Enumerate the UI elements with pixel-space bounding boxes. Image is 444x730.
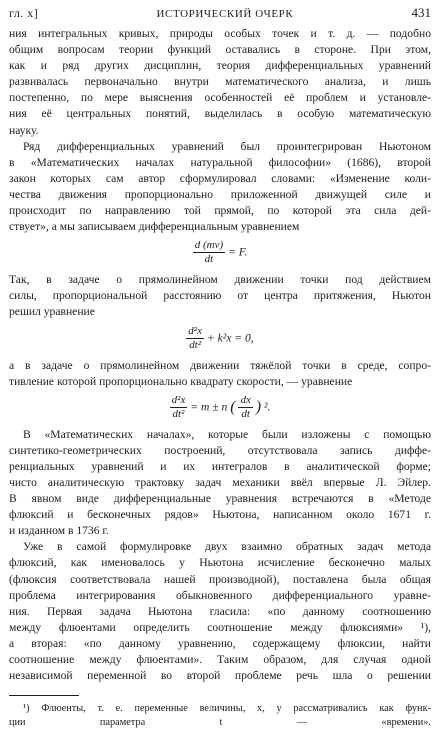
text-line: как и ряд других дисциплин, теория дифференциальных уравнений <box>9 59 431 73</box>
text-line: соотношение между флюентами». Таким образом, для случая одной <box>9 653 431 666</box>
text-line: развивалась первоначально внутри математического анализа, и лишь <box>9 75 431 89</box>
fraction-denominator: dt² <box>189 338 202 351</box>
page-number: 431 <box>411 5 431 20</box>
text-line: ния её центральных понятий, выделилась в особую математическую <box>9 107 431 121</box>
formula-tail: = F. <box>228 245 248 259</box>
text-line: решил уравнение <box>9 305 95 319</box>
text-line: Уже в самой формулировке двух взаимно обратных задач метода <box>23 540 431 554</box>
paragraph-5 <box>9 427 431 540</box>
text-line: силы, пропорциональной расстоянию от центра притяжения, Ньютон <box>9 289 431 303</box>
fraction <box>170 394 188 421</box>
fraction-denominator: dt <box>204 253 214 266</box>
text-line: чисто аналитическую трактовку задач механики ввёл впервые Л. Эйлер. <box>9 475 431 489</box>
footnote-line: ¹) Флюенты, т. е. переменные величины, x, y рассматривались как функ- <box>23 703 431 715</box>
footnote-line: ции параметра t — «времени». <box>9 717 431 729</box>
text-line: ренциальных уравнений и их интегралов в аналитической форме; <box>9 459 431 473</box>
text-line: ствует», а мы записываем дифференциальным уравнением <box>9 220 300 234</box>
formula-newton-second-law <box>9 239 431 266</box>
text-line: Так, в задаче о прямолинейном движении точки под действием <box>9 273 431 287</box>
right-paren: ) <box>255 398 262 416</box>
fraction-numerator: d (mv) <box>194 239 224 252</box>
text-line: общим вопросам теории функций оставались в стороне. При этом, <box>9 43 431 57</box>
fraction-denominator: dt <box>241 407 250 420</box>
paragraph-2 <box>9 139 431 236</box>
running-title: ИСТОРИЧЕСКИЙ ОЧЕРК <box>156 8 294 20</box>
text-line: а вторая: «по данному уравнению, содержащему флюксии, найти <box>9 636 431 650</box>
text-line: независимой переменной во второй проблеме речь шла о решении <box>9 669 431 683</box>
footnote <box>9 702 431 730</box>
paragraph-1 <box>9 26 431 139</box>
formula-tail: + k²x = 0, <box>206 330 254 344</box>
text-line: синтетико-геометрических построений, отсутствовала запись диффе- <box>9 443 431 457</box>
text-line: и изданном в 1736 г. <box>9 524 109 538</box>
text-line: (флюксия соответствовала нашей производной), поставлена была общая <box>9 572 431 586</box>
text-line: происходит по направлению той прямой, по которой эта сила дей- <box>9 204 431 218</box>
formula-resisting-medium <box>9 394 431 421</box>
formula-middle: = m ± n <box>190 400 228 414</box>
text-line: закон которых сам автор сформулировал словами: «Изменение коли- <box>9 171 431 185</box>
text-line: ния интегральных кривых, природы особых точек и т. д. — подобно <box>9 27 431 40</box>
text-line: а в задаче о прямолинейном движении тяжёлой точки в среде, сопро- <box>9 358 431 372</box>
fraction-denominator: dt² <box>172 407 185 420</box>
fraction-numerator: d²x <box>188 324 202 337</box>
text-line: ния. Первая задача Ньютона гласила: «по данному соотношению <box>9 604 431 618</box>
text-line: Ряд дифференциальных уравнений был проинтегрирован Ньютоном <box>23 139 431 153</box>
paragraph-3 <box>9 272 431 320</box>
fraction <box>186 325 204 352</box>
fraction-numerator: d²x <box>171 393 186 406</box>
text-line: науку. <box>9 123 39 137</box>
text-line: проблема интегрирования обыкновенного дифференциального уравне- <box>9 588 431 602</box>
footnote-divider <box>9 695 79 696</box>
formula-tail: ². <box>263 400 271 414</box>
text-line: постепенно, по мере выяснения особенностей её проблем и установле- <box>9 91 431 105</box>
text-line: между флюентами определить соотношение между флюксиями» ¹), <box>9 620 431 634</box>
left-paren: ( <box>230 398 236 416</box>
fraction <box>193 239 225 266</box>
paragraph-4 <box>9 358 431 390</box>
fraction-numerator: dx <box>240 393 251 406</box>
chapter-marker: гл. x] <box>9 6 39 20</box>
text-line: тивление которой пропорционально квадрату скорости, — уравнение <box>9 374 353 388</box>
text-line: В «Математических началах», которые были изложены с помощью <box>23 427 431 441</box>
paragraph-6 <box>9 539 431 684</box>
text-line: флюксий, как именовалось у Ньютона исчисление бесконечно малых <box>9 556 431 570</box>
running-head <box>9 5 431 22</box>
text-line: в «Математических началах натуральной философии» (1686), второй <box>9 155 431 169</box>
fraction-inner <box>238 394 252 421</box>
text-line: чества движения пропорционально приложенной движущей силе и <box>9 187 431 201</box>
text-line: В явном виде дифференциальные уравнения встречаются в «Методе <box>9 492 431 506</box>
formula-harmonic-oscillator <box>9 325 431 352</box>
text-line: флюксий и бесконечных рядов» Ньютона, написанном около 1671 г. <box>9 508 431 522</box>
